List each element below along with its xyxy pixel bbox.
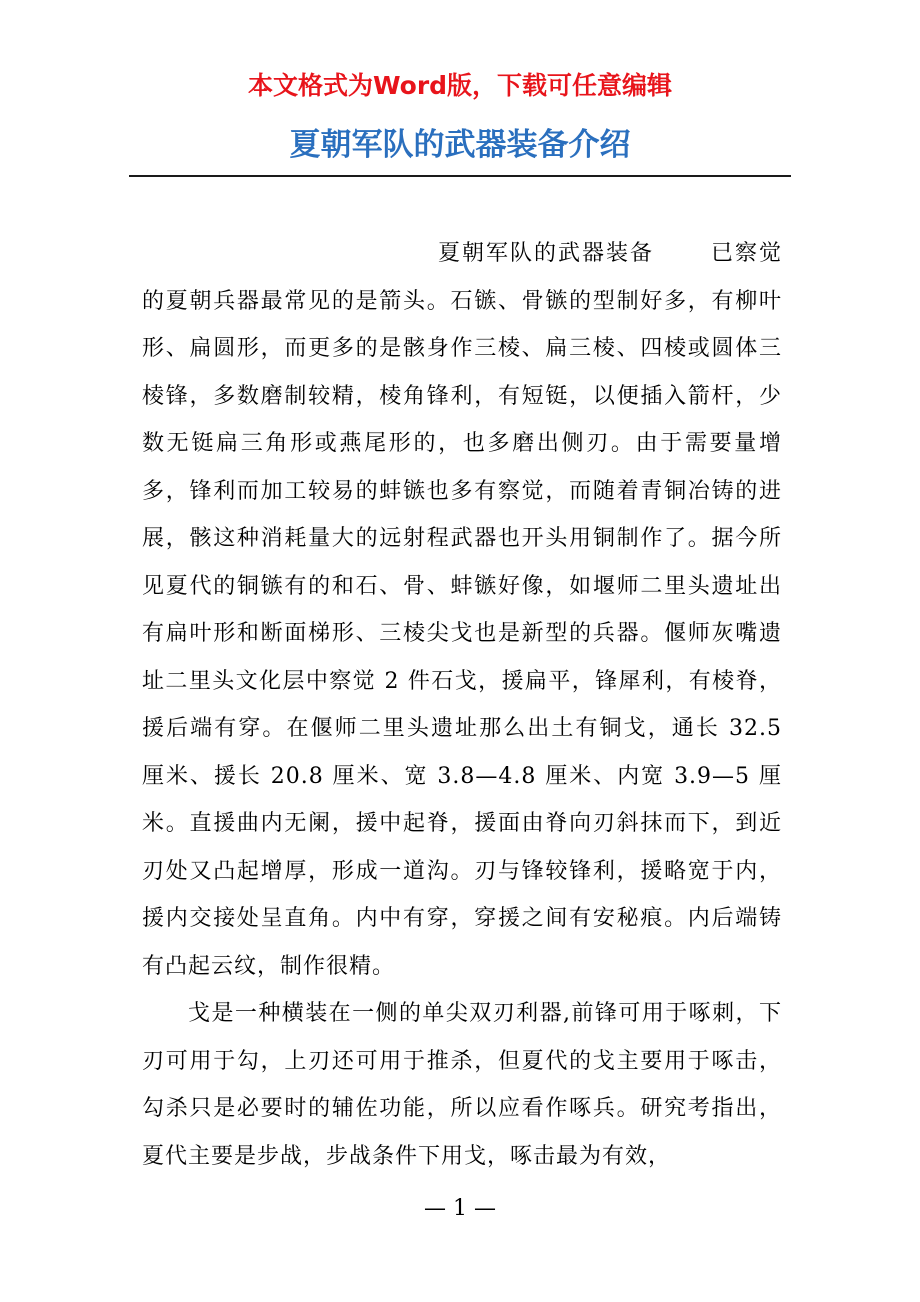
paragraph-1-text: 已察觉的夏朝兵器最常见的是箭头。石镞、骨镞的型制好多，有柳叶形、扁圆形，而更多的是骸身作三棱、扁三棱、四棱或圆体三棱锋，多数磨制较精，棱角锋利，有短铤，以便插入箭杆，少数无铤扁三角形或燕尾形的，也多磨出侧刃。由于需要量增多，锋利而加工较易的蚌镞也多有察觉，而随着青铜冶铸的进展，骸这种消耗量大的远射程武器也开头用铜制作了。据今所见夏代的铜镞有的和石、骨、蚌镞好像，如堰师二里头遗址出有扁叶形和断面梯形、三棱尖戈也是新型的兵器。偃师灰嘴遗址二里头文化层中察觉 2 件石戈，援扁平，锋犀利，有棱脊，援后端有穿。在偃师二里头遗址那么出土有铜戈，通长 32.5 厘米、援长 20.8 厘米、宽 3.8—4.8 厘米、内宽 3.9—5 厘米。直援曲内无阑，援中起脊，援面由脊向刃斜抹而下，到近刃处又凸起增厚，形成一道沟。刃与锋较锋利，援略宽于内，援内交接处呈直角。内中有穿，穿援之间有安秘痕。内后端铸有凸起云纹，制作很精。: [142, 241, 782, 979]
paragraph-2: 戈是一种横装在一侧的单尖双刃利器,前锋可用于啄刺，下刃可用于勾，上刃还可用于推杀，但夏代的戈主要用于啄击，勾杀只是必要时的辅佐功能，所以应看作啄兵。研究考指出，夏代主要是步战，步战条件下用戈，啄击最为有效，: [142, 1001, 782, 1169]
document-body: [142, 230, 782, 1180]
page-number: — 1 —: [424, 1196, 496, 1221]
paragraph-1: [142, 230, 782, 990]
paragraph-1-heading: 夏朝军队的武器装备: [438, 241, 654, 266]
document-title: 夏朝军队的武器装备介绍: [289, 127, 631, 163]
title-divider: [129, 175, 791, 177]
format-notice: 本文格式为Word版，下载可任意编辑: [247, 71, 673, 100]
